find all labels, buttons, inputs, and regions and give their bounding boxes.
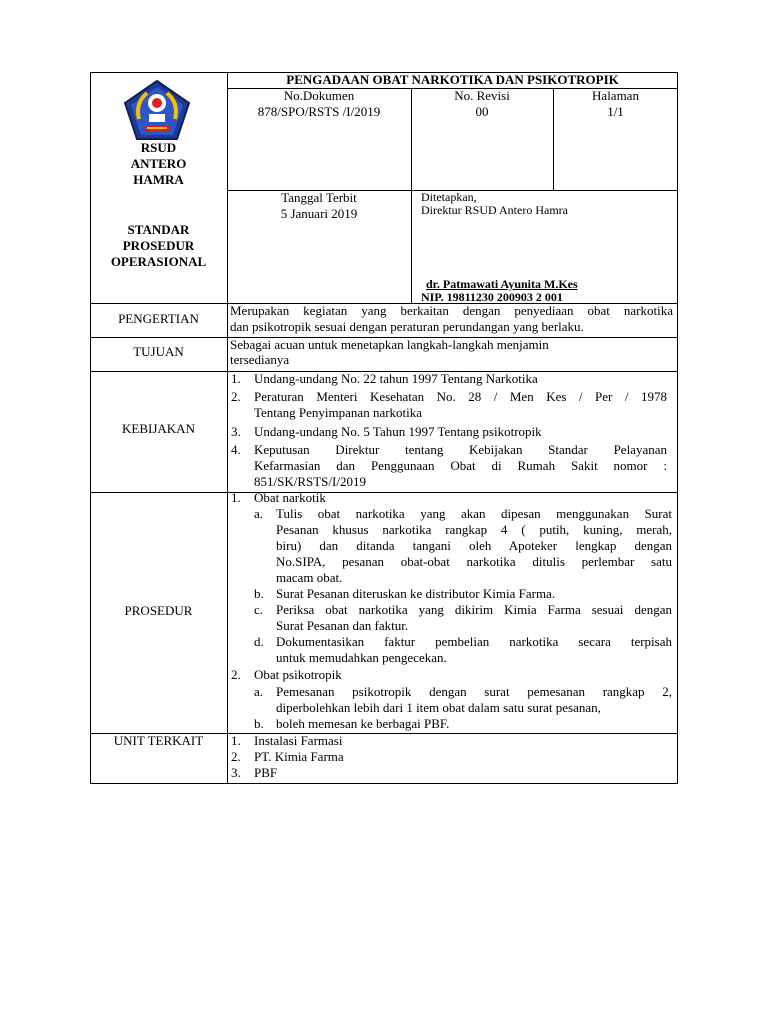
row-divider-prosedur xyxy=(90,492,678,493)
signer-name: dr. Patmawati Ayunita M.Kes xyxy=(426,277,578,291)
prosedur-step-marker: b. xyxy=(254,716,264,731)
prosedur-step-marker: a. xyxy=(254,684,264,699)
kebijakan-item-text: Kefarmasian dan Penggunaan Obat di Rumah Sakit nomor : xyxy=(254,458,667,473)
unit-item-text: PT. Kimia Farma xyxy=(254,749,344,764)
prosedur-step-text: macam obat. xyxy=(276,570,343,585)
no-revisi-value: 00 xyxy=(475,104,489,119)
prosedur-step-text: untuk memudahkan pengecekan. xyxy=(276,650,447,665)
pengertian-label: PENGERTIAN xyxy=(118,311,199,326)
prosedur-step-marker: c. xyxy=(254,602,264,617)
unit-item-text: PBF xyxy=(254,765,278,780)
no-revisi-label: No. Revisi xyxy=(454,88,510,103)
unit-item-num: 1. xyxy=(231,733,241,748)
prosedur-step-text: diperbolehkan lebih dari 1 item obat dalam satu surat pesanan, xyxy=(276,700,601,715)
kebijakan-label: KEBIJAKAN xyxy=(122,421,195,436)
prosedur-step-marker: b. xyxy=(254,586,264,601)
prosedur-step-text: Pesanan khusus narkotika rangkap 4 ( putih, kuning, merah, xyxy=(276,522,672,537)
no-dokumen-value: 878/SPO/RSTS /I/2019 xyxy=(257,104,381,119)
prosedur-step-marker: d. xyxy=(254,634,264,649)
prosedur-step-text: Pemesanan psikotropik dengan surat pemesanan rangkap 2, xyxy=(276,684,672,699)
org-name-line2: ANTERO xyxy=(130,156,187,171)
prosedur-step-text: boleh memesan ke berbagai PBF. xyxy=(276,716,450,731)
prosedur-step-text: Tulis obat narkotika yang akan dipesan menggunakan Surat xyxy=(276,506,672,521)
signer-nip: NIP. 19811230 200903 2 001 xyxy=(421,290,563,304)
unit-item-num: 3. xyxy=(231,765,241,780)
halaman-value: 1/1 xyxy=(607,104,624,119)
direktur-title: Direktur RSUD Antero Hamra xyxy=(421,203,568,217)
prosedur-step-text: No.SIPA, pesanan obat-obat narkotika ditulis perlembar satu xyxy=(276,554,672,569)
sop-document xyxy=(90,72,678,784)
unit-item-text: Instalasi Farmasi xyxy=(254,733,343,748)
kebijakan-item-text: Tentang Penyimpanan narkotika xyxy=(254,405,423,420)
tujuan-label: TUJUAN xyxy=(133,344,184,359)
halaman-label: Halaman xyxy=(592,88,639,103)
table-border-bottom xyxy=(90,783,678,784)
kebijakan-item-num: 1. xyxy=(231,371,241,386)
kebijakan-item-text: Keputusan Direktur tentang Kebijakan Standar Pelayanan xyxy=(254,442,667,457)
tanggal-terbit-label: Tanggal Terbit xyxy=(281,190,357,205)
ditetapkan-label: Ditetapkan, xyxy=(421,190,477,204)
pengertian-line2: dan psikotropik sesuai dengan peraturan perundangan yang berlaku. xyxy=(230,319,584,334)
pengertian-line1: Merupakan kegiatan yang berkaitan dengan penyediaan obat narkotika xyxy=(230,303,673,318)
tujuan-line2: tersedianya xyxy=(230,352,290,367)
sop-label-line1: STANDAR xyxy=(127,222,190,237)
kebijakan-item-text: Peraturan Menteri Kesehatan No. 28 / Men Kes / Per / 1978 xyxy=(254,389,667,404)
kebijakan-item-text: Undang-undang No. 5 Tahun 1997 Tentang psikotropik xyxy=(254,424,542,439)
prosedur-group-title: Obat narkotik xyxy=(254,490,326,505)
kebijakan-item-num: 4. xyxy=(231,442,241,457)
tanggal-terbit-value: 5 Januari 2019 xyxy=(280,206,358,221)
kebijakan-item-text: Undang-undang No. 22 tahun 1997 Tentang Narkotika xyxy=(254,371,538,386)
unit-item-num: 2. xyxy=(231,749,241,764)
prosedur-group-title: Obat psikotropik xyxy=(254,667,342,682)
prosedur-label: PROSEDUR xyxy=(124,603,193,618)
column-divider xyxy=(227,72,228,784)
prosedur-step-text: Periksa obat narkotika yang dikirim Kimia Farma sesuai dengan xyxy=(276,602,672,617)
prosedur-step-marker: a. xyxy=(254,506,264,521)
tujuan-line1: Sebagai acuan untuk menetapkan langkah-langkah menjamin xyxy=(230,337,549,352)
kebijakan-item-num: 3. xyxy=(231,424,241,439)
org-name-line1: RSUD xyxy=(140,140,177,155)
prosedur-step-text: Surat Pesanan dan faktur. xyxy=(276,618,409,633)
prosedur-group-num: 1. xyxy=(231,490,241,505)
table-border-right xyxy=(677,72,678,784)
prosedur-step-text: biru) dan ditanda tangani oleh Apoteker lengkap dengan xyxy=(276,538,672,553)
sop-label-line2: PROSEDUR xyxy=(122,238,195,253)
prosedur-step-text: Dokumentasikan faktur pembelian narkotika secara terpisah xyxy=(276,634,672,649)
org-name-line3: HAMRA xyxy=(133,172,184,187)
prosedur-group-num: 2. xyxy=(231,667,241,682)
document-title: PENGADAAN OBAT NARKOTIKA DAN PSIKOTROPIK xyxy=(286,72,619,87)
no-dokumen-label: No.Dokumen xyxy=(283,88,355,103)
hospital-emblem-icon xyxy=(123,79,191,141)
sop-label-line3: OPERASIONAL xyxy=(110,254,207,269)
header-divider-1 xyxy=(411,88,412,303)
kebijakan-item-num: 2. xyxy=(231,389,241,404)
prosedur-step-text: Surat Pesanan diteruskan ke distributor Kimia Farma. xyxy=(276,586,556,601)
unit-terkait-label: UNIT TERKAIT xyxy=(113,733,204,748)
kebijakan-item-text: 851/SK/RSTS/I/2019 xyxy=(254,474,366,489)
